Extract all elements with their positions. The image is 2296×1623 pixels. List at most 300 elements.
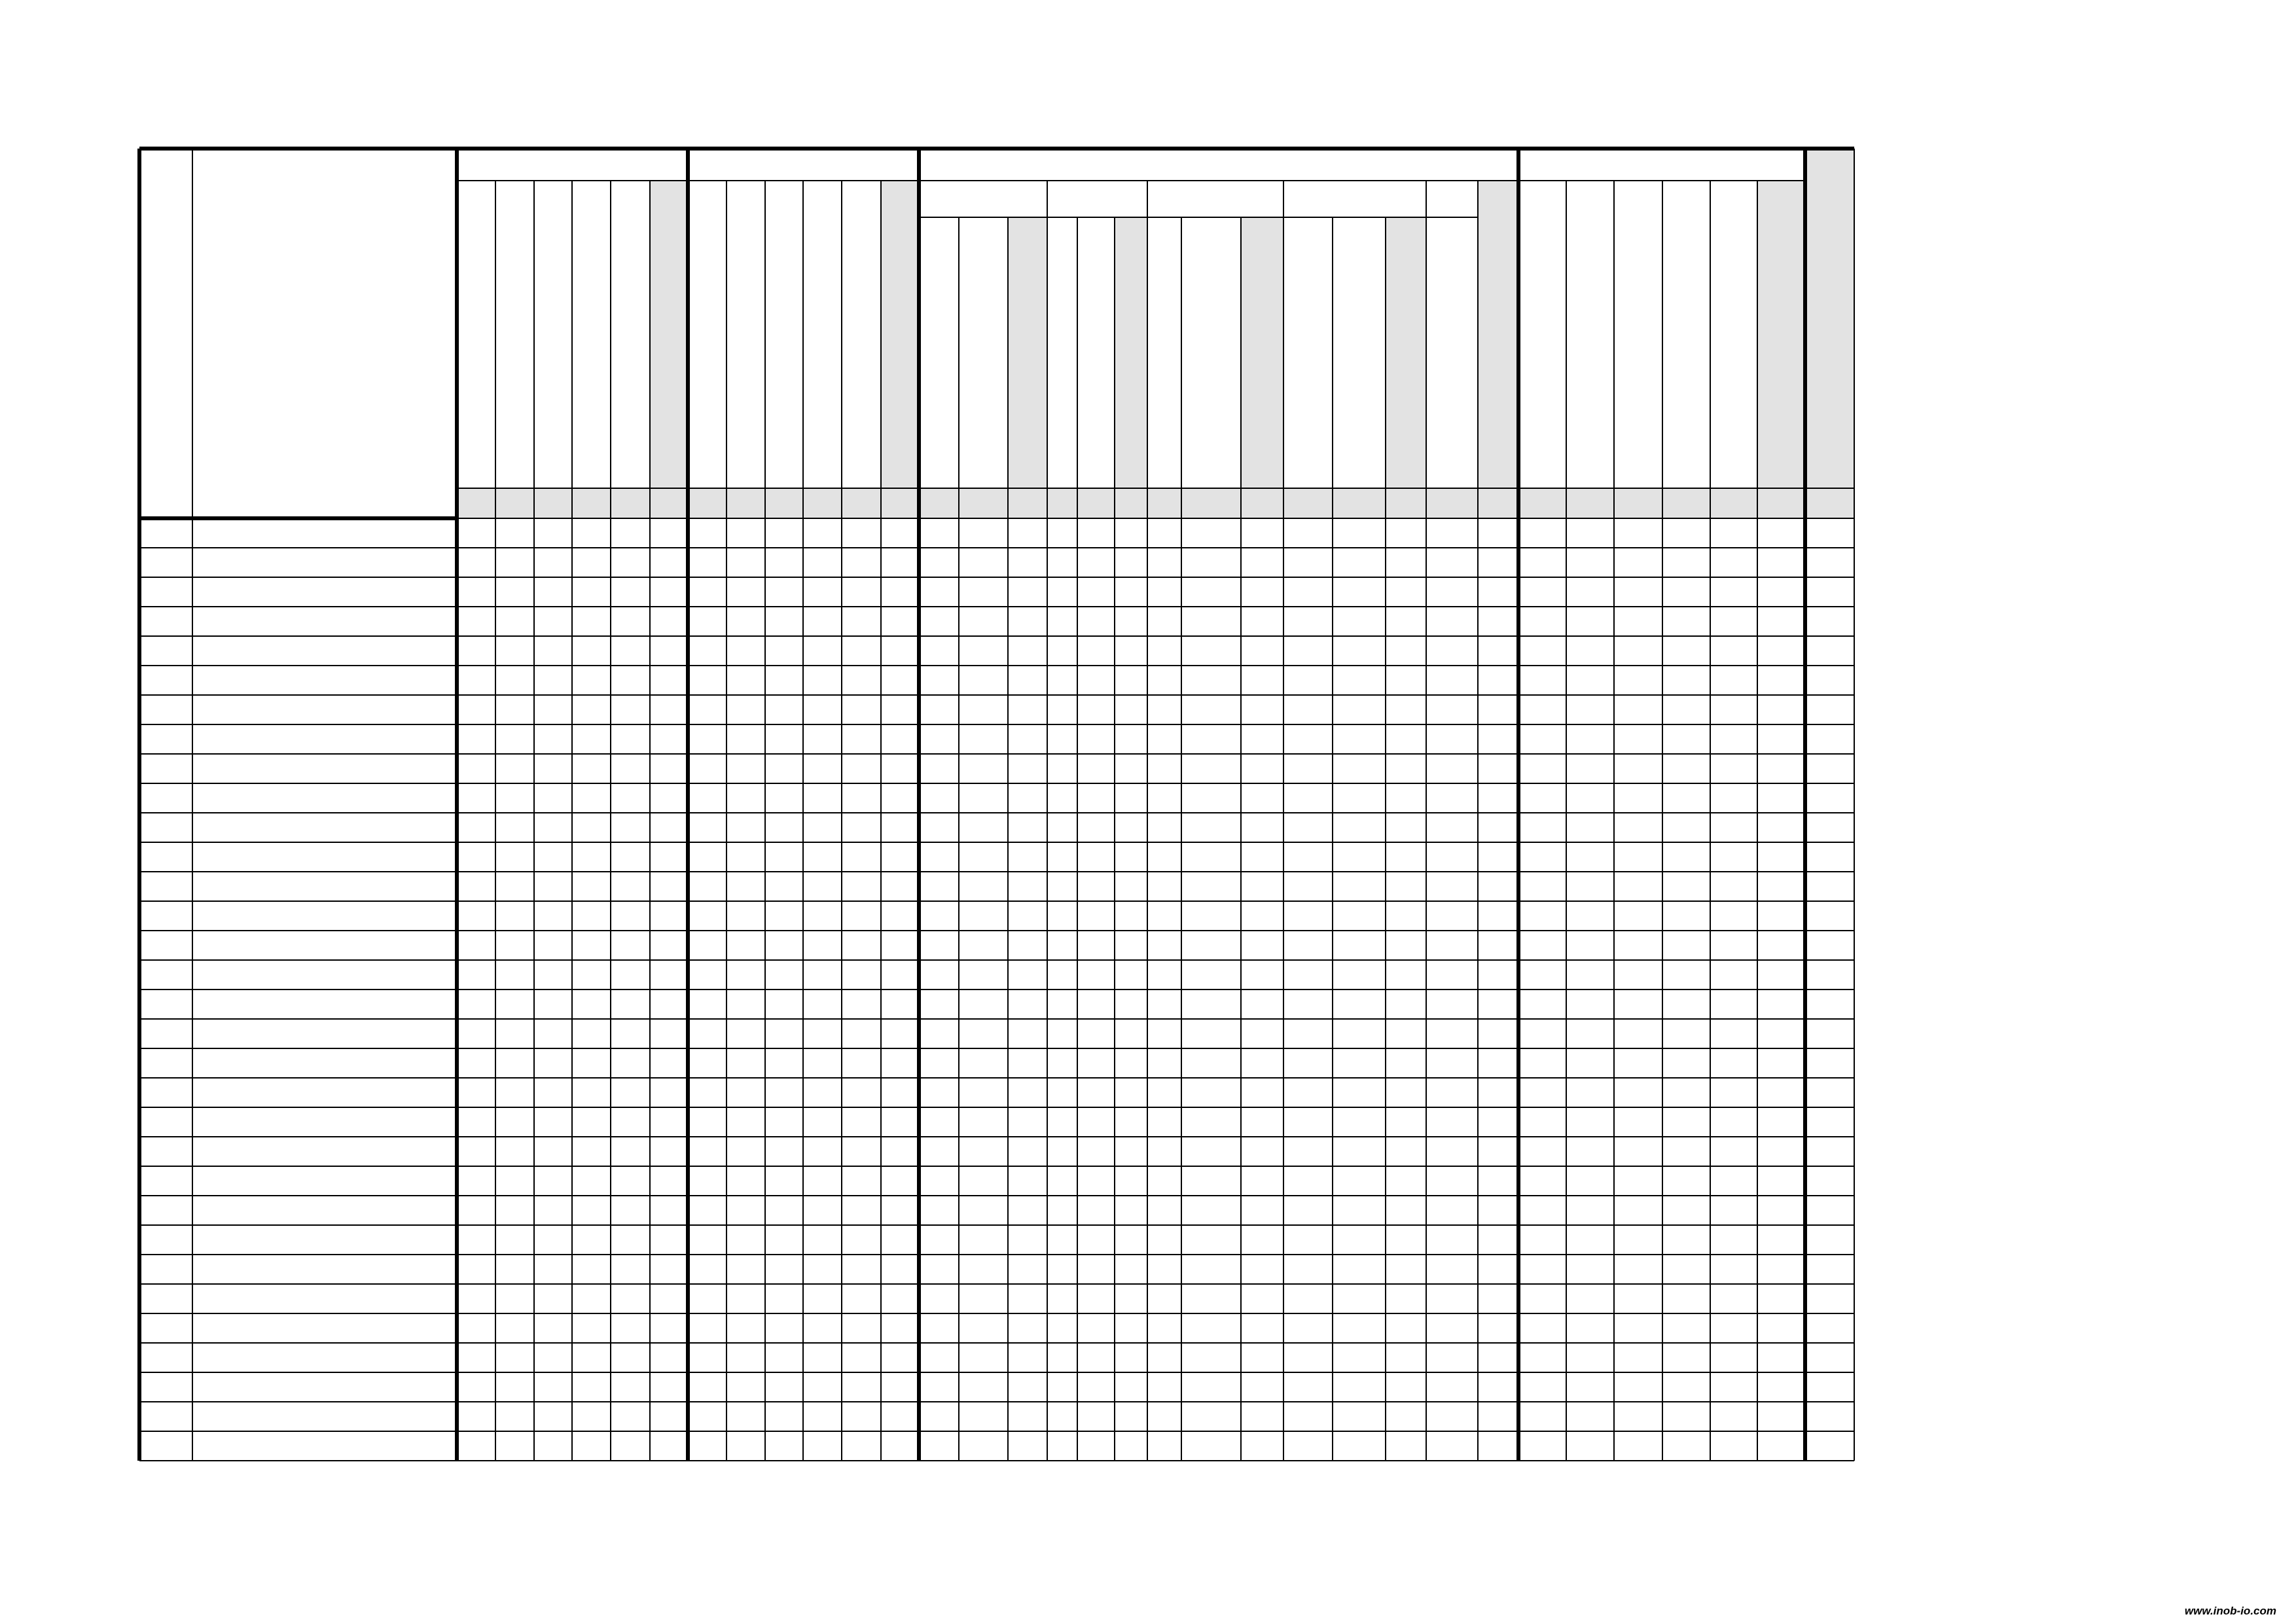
score-cell[interactable] [842,1255,881,1284]
score-cell[interactable] [842,1372,881,1402]
score-cell[interactable] [1710,1048,1757,1078]
score-cell[interactable] [688,842,726,872]
score-cell[interactable] [457,842,495,872]
score-cell[interactable] [765,960,803,990]
score-cell[interactable] [1147,1166,1181,1196]
score-cell[interactable] [1478,872,1518,901]
score-cell[interactable] [803,695,842,724]
score-cell[interactable] [959,636,1008,666]
score-cell[interactable] [881,901,919,931]
score-cell[interactable] [457,901,495,931]
score-cell[interactable] [881,548,919,577]
score-cell[interactable] [457,1431,495,1461]
score-cell[interactable] [495,1225,534,1255]
score-cell[interactable] [842,1048,881,1078]
score-cell[interactable] [881,1313,919,1343]
score-cell[interactable] [611,1107,650,1137]
score-cell[interactable] [1662,607,1710,636]
score-cell[interactable] [1077,518,1115,548]
score-cell[interactable] [1047,1078,1077,1107]
score-cell[interactable] [1386,666,1426,695]
grand-total-cell[interactable] [1805,842,1854,872]
score-cell[interactable] [1518,1372,1566,1402]
student-name-cell[interactable] [192,1255,457,1284]
score-cell[interactable] [688,1372,726,1402]
score-cell[interactable] [1518,990,1566,1019]
score-cell[interactable] [1008,783,1047,813]
grand-total-cell[interactable] [1805,1078,1854,1107]
score-cell[interactable] [1757,695,1805,724]
score-cell[interactable] [726,990,765,1019]
score-cell[interactable] [881,1255,919,1284]
student-name-cell[interactable] [192,931,457,960]
score-cell[interactable] [534,872,572,901]
grand-total-cell[interactable] [1805,666,1854,695]
score-cell[interactable] [1426,577,1478,607]
score-cell[interactable] [1333,724,1386,754]
score-cell[interactable] [1662,1225,1710,1255]
score-cell[interactable] [842,872,881,901]
grand-total-cell[interactable] [1805,1196,1854,1225]
score-cell[interactable] [726,813,765,842]
score-cell[interactable] [1614,872,1662,901]
score-cell[interactable] [765,813,803,842]
score-cell[interactable] [611,1137,650,1166]
score-cell[interactable] [1757,518,1805,548]
score-cell[interactable] [1478,1255,1518,1284]
student-name-cell[interactable] [192,813,457,842]
score-cell[interactable] [1757,842,1805,872]
score-cell[interactable] [688,1166,726,1196]
score-cell[interactable] [688,577,726,607]
score-cell[interactable] [726,754,765,783]
score-cell[interactable] [919,813,959,842]
score-cell[interactable] [1047,518,1077,548]
score-cell[interactable] [881,636,919,666]
score-cell[interactable] [803,1137,842,1166]
score-cell[interactable] [1333,813,1386,842]
student-name-cell[interactable] [192,1078,457,1107]
score-cell[interactable] [611,901,650,931]
score-cell[interactable] [688,872,726,901]
score-cell[interactable] [1757,607,1805,636]
score-cell[interactable] [1181,1225,1241,1255]
score-cell[interactable] [881,1078,919,1107]
score-cell[interactable] [457,1313,495,1343]
score-cell[interactable] [726,1313,765,1343]
score-cell[interactable] [1008,1196,1047,1225]
score-cell[interactable] [1333,1284,1386,1313]
student-name-cell[interactable] [192,518,457,548]
score-cell[interactable] [1662,1255,1710,1284]
score-cell[interactable] [881,1372,919,1402]
score-cell[interactable] [457,783,495,813]
score-cell[interactable] [1147,548,1181,577]
score-cell[interactable] [1283,1019,1333,1048]
score-cell[interactable] [1757,754,1805,783]
score-cell[interactable] [1283,636,1333,666]
score-cell[interactable] [650,666,688,695]
score-cell[interactable] [1147,1137,1181,1166]
score-cell[interactable] [1283,990,1333,1019]
score-cell[interactable] [1283,1313,1333,1343]
score-cell[interactable] [611,990,650,1019]
score-cell[interactable] [650,1343,688,1372]
score-cell[interactable] [726,872,765,901]
score-cell[interactable] [1757,1343,1805,1372]
score-cell[interactable] [1757,1107,1805,1137]
score-cell[interactable] [1333,1078,1386,1107]
score-cell[interactable] [842,1343,881,1372]
score-cell[interactable] [726,1372,765,1402]
student-name-cell[interactable] [192,901,457,931]
score-cell[interactable] [572,577,611,607]
score-cell[interactable] [1426,1078,1478,1107]
score-cell[interactable] [1757,577,1805,607]
score-cell[interactable] [611,1019,650,1048]
score-cell[interactable] [1710,960,1757,990]
score-cell[interactable] [1566,1137,1614,1166]
score-cell[interactable] [1147,1313,1181,1343]
score-cell[interactable] [842,901,881,931]
score-cell[interactable] [1518,695,1566,724]
score-cell[interactable] [803,813,842,842]
score-cell[interactable] [1518,1048,1566,1078]
score-cell[interactable] [572,1048,611,1078]
score-cell[interactable] [1115,872,1147,901]
score-cell[interactable] [842,1313,881,1343]
score-cell[interactable] [842,577,881,607]
score-cell[interactable] [1614,548,1662,577]
score-cell[interactable] [1478,931,1518,960]
score-cell[interactable] [688,1255,726,1284]
score-cell[interactable] [1386,548,1426,577]
score-cell[interactable] [1757,990,1805,1019]
score-cell[interactable] [1077,1343,1115,1372]
score-cell[interactable] [1386,842,1426,872]
score-cell[interactable] [650,990,688,1019]
score-cell[interactable] [1478,901,1518,931]
score-cell[interactable] [457,1196,495,1225]
score-cell[interactable] [1386,695,1426,724]
score-cell[interactable] [457,1372,495,1402]
score-cell[interactable] [1283,931,1333,960]
score-cell[interactable] [803,1431,842,1461]
grand-total-cell[interactable] [1805,872,1854,901]
student-name-cell[interactable] [192,1372,457,1402]
score-cell[interactable] [1077,960,1115,990]
score-cell[interactable] [688,518,726,548]
score-cell[interactable] [1115,695,1147,724]
score-cell[interactable] [650,960,688,990]
score-cell[interactable] [572,607,611,636]
score-cell[interactable] [495,754,534,783]
score-cell[interactable] [1757,1255,1805,1284]
score-cell[interactable] [1757,1078,1805,1107]
score-cell[interactable] [1478,1225,1518,1255]
score-cell[interactable] [1147,754,1181,783]
score-cell[interactable] [1478,813,1518,842]
score-cell[interactable] [611,1225,650,1255]
score-cell[interactable] [881,607,919,636]
score-cell[interactable] [1077,695,1115,724]
score-cell[interactable] [572,1019,611,1048]
score-cell[interactable] [1283,607,1333,636]
score-cell[interactable] [1147,1402,1181,1431]
score-cell[interactable] [1566,1107,1614,1137]
score-cell[interactable] [1008,1078,1047,1107]
score-cell[interactable] [1386,901,1426,931]
score-cell[interactable] [1614,1107,1662,1137]
score-cell[interactable] [765,1107,803,1137]
score-cell[interactable] [1710,1019,1757,1048]
score-cell[interactable] [534,1107,572,1137]
score-cell[interactable] [765,1343,803,1372]
score-cell[interactable] [1181,872,1241,901]
score-cell[interactable] [1283,1372,1333,1402]
score-cell[interactable] [1008,1402,1047,1431]
score-cell[interactable] [495,960,534,990]
score-cell[interactable] [1008,1372,1047,1402]
score-cell[interactable] [611,1166,650,1196]
score-cell[interactable] [803,1313,842,1343]
score-cell[interactable] [959,783,1008,813]
score-cell[interactable] [1181,1402,1241,1431]
score-cell[interactable] [1077,842,1115,872]
score-cell[interactable] [726,1255,765,1284]
score-cell[interactable] [881,1225,919,1255]
score-cell[interactable] [842,813,881,842]
score-cell[interactable] [1386,1078,1426,1107]
score-cell[interactable] [1478,754,1518,783]
score-cell[interactable] [495,724,534,754]
score-cell[interactable] [572,960,611,990]
score-cell[interactable] [919,783,959,813]
score-cell[interactable] [1518,960,1566,990]
score-cell[interactable] [765,931,803,960]
score-cell[interactable] [1181,1313,1241,1343]
score-cell[interactable] [919,1196,959,1225]
score-cell[interactable] [1566,901,1614,931]
score-cell[interactable] [1283,724,1333,754]
score-cell[interactable] [650,1284,688,1313]
grand-total-cell[interactable] [1805,960,1854,990]
score-cell[interactable] [765,1313,803,1343]
score-cell[interactable] [1147,1284,1181,1313]
score-cell[interactable] [1181,842,1241,872]
score-cell[interactable] [1147,1048,1181,1078]
score-cell[interactable] [803,1372,842,1402]
score-cell[interactable] [959,1313,1008,1343]
score-cell[interactable] [1710,931,1757,960]
score-cell[interactable] [1386,813,1426,842]
score-cell[interactable] [1115,1048,1147,1078]
score-cell[interactable] [1614,960,1662,990]
score-cell[interactable] [1115,1225,1147,1255]
score-cell[interactable] [919,636,959,666]
score-cell[interactable] [495,1019,534,1048]
score-cell[interactable] [1241,1107,1283,1137]
score-cell[interactable] [765,695,803,724]
score-cell[interactable] [1478,1372,1518,1402]
score-cell[interactable] [534,518,572,548]
score-cell[interactable] [650,548,688,577]
score-cell[interactable] [1115,577,1147,607]
score-cell[interactable] [1710,1166,1757,1196]
grand-total-cell[interactable] [1805,577,1854,607]
score-cell[interactable] [688,695,726,724]
score-cell[interactable] [1047,636,1077,666]
score-cell[interactable] [1181,783,1241,813]
score-cell[interactable] [1478,1431,1518,1461]
score-cell[interactable] [1241,960,1283,990]
score-cell[interactable] [1147,636,1181,666]
score-cell[interactable] [1241,783,1283,813]
score-cell[interactable] [881,695,919,724]
score-cell[interactable] [1283,1196,1333,1225]
score-cell[interactable] [765,724,803,754]
score-cell[interactable] [1662,783,1710,813]
score-cell[interactable] [1008,1048,1047,1078]
score-cell[interactable] [1115,960,1147,990]
grand-total-cell[interactable] [1805,1255,1854,1284]
score-cell[interactable] [1710,666,1757,695]
score-cell[interactable] [1077,636,1115,666]
score-cell[interactable] [457,1402,495,1431]
grand-total-cell[interactable] [1805,1402,1854,1431]
score-cell[interactable] [688,813,726,842]
score-cell[interactable] [1147,1343,1181,1372]
score-cell[interactable] [1241,636,1283,666]
score-cell[interactable] [726,607,765,636]
score-cell[interactable] [650,1431,688,1461]
score-cell[interactable] [1614,1343,1662,1372]
score-cell[interactable] [1426,1284,1478,1313]
score-cell[interactable] [1115,1196,1147,1225]
score-cell[interactable] [1662,842,1710,872]
score-cell[interactable] [919,931,959,960]
score-cell[interactable] [688,1137,726,1166]
score-cell[interactable] [1077,1048,1115,1078]
score-cell[interactable] [1147,960,1181,990]
score-cell[interactable] [1115,990,1147,1019]
score-cell[interactable] [572,1078,611,1107]
score-cell[interactable] [1047,754,1077,783]
score-cell[interactable] [1077,666,1115,695]
student-name-cell[interactable] [192,1019,457,1048]
score-cell[interactable] [842,1402,881,1431]
score-cell[interactable] [688,1402,726,1431]
score-cell[interactable] [457,1078,495,1107]
score-cell[interactable] [919,842,959,872]
grand-total-cell[interactable] [1805,548,1854,577]
score-cell[interactable] [1566,1196,1614,1225]
score-cell[interactable] [842,931,881,960]
score-cell[interactable] [457,636,495,666]
score-cell[interactable] [1478,548,1518,577]
score-cell[interactable] [650,783,688,813]
score-cell[interactable] [611,695,650,724]
score-cell[interactable] [1566,813,1614,842]
score-cell[interactable] [1181,1166,1241,1196]
score-cell[interactable] [1614,1078,1662,1107]
score-cell[interactable] [765,1048,803,1078]
student-name-cell[interactable] [192,990,457,1019]
score-cell[interactable] [726,724,765,754]
score-cell[interactable] [1147,1196,1181,1225]
score-cell[interactable] [842,518,881,548]
score-cell[interactable] [1077,1255,1115,1284]
score-cell[interactable] [457,1107,495,1137]
score-cell[interactable] [1241,1402,1283,1431]
score-cell[interactable] [1426,1431,1478,1461]
grand-total-cell[interactable] [1805,931,1854,960]
score-cell[interactable] [1662,1402,1710,1431]
score-cell[interactable] [1757,1431,1805,1461]
score-cell[interactable] [534,1225,572,1255]
score-cell[interactable] [688,1343,726,1372]
score-cell[interactable] [1008,872,1047,901]
grand-total-cell[interactable] [1805,1019,1854,1048]
score-cell[interactable] [726,1196,765,1225]
score-cell[interactable] [1566,842,1614,872]
grand-total-cell[interactable] [1805,607,1854,636]
score-cell[interactable] [1181,636,1241,666]
score-cell[interactable] [1710,1196,1757,1225]
score-cell[interactable] [1047,872,1077,901]
score-cell[interactable] [1710,1402,1757,1431]
score-cell[interactable] [1077,872,1115,901]
grand-total-cell[interactable] [1805,695,1854,724]
score-cell[interactable] [534,724,572,754]
score-cell[interactable] [1147,931,1181,960]
score-cell[interactable] [1115,783,1147,813]
score-cell[interactable] [1518,1431,1566,1461]
score-cell[interactable] [650,842,688,872]
score-cell[interactable] [572,783,611,813]
score-cell[interactable] [1662,1048,1710,1078]
score-cell[interactable] [1147,695,1181,724]
score-cell[interactable] [1662,1107,1710,1137]
score-cell[interactable] [1426,783,1478,813]
score-cell[interactable] [1283,901,1333,931]
score-cell[interactable] [457,1166,495,1196]
score-cell[interactable] [1115,1402,1147,1431]
grand-total-cell[interactable] [1805,518,1854,548]
score-cell[interactable] [803,901,842,931]
score-cell[interactable] [1710,813,1757,842]
score-cell[interactable] [534,1019,572,1048]
score-cell[interactable] [803,1107,842,1137]
score-cell[interactable] [1181,548,1241,577]
score-cell[interactable] [1283,518,1333,548]
score-cell[interactable] [959,666,1008,695]
score-cell[interactable] [1614,666,1662,695]
score-cell[interactable] [495,990,534,1019]
score-cell[interactable] [959,872,1008,901]
score-cell[interactable] [1566,754,1614,783]
score-cell[interactable] [650,1019,688,1048]
score-cell[interactable] [1047,1343,1077,1372]
score-cell[interactable] [1710,607,1757,636]
score-cell[interactable] [959,1431,1008,1461]
score-cell[interactable] [1710,1431,1757,1461]
score-cell[interactable] [1566,636,1614,666]
score-cell[interactable] [1518,607,1566,636]
score-cell[interactable] [1147,872,1181,901]
score-cell[interactable] [1566,1078,1614,1107]
score-cell[interactable] [1147,842,1181,872]
